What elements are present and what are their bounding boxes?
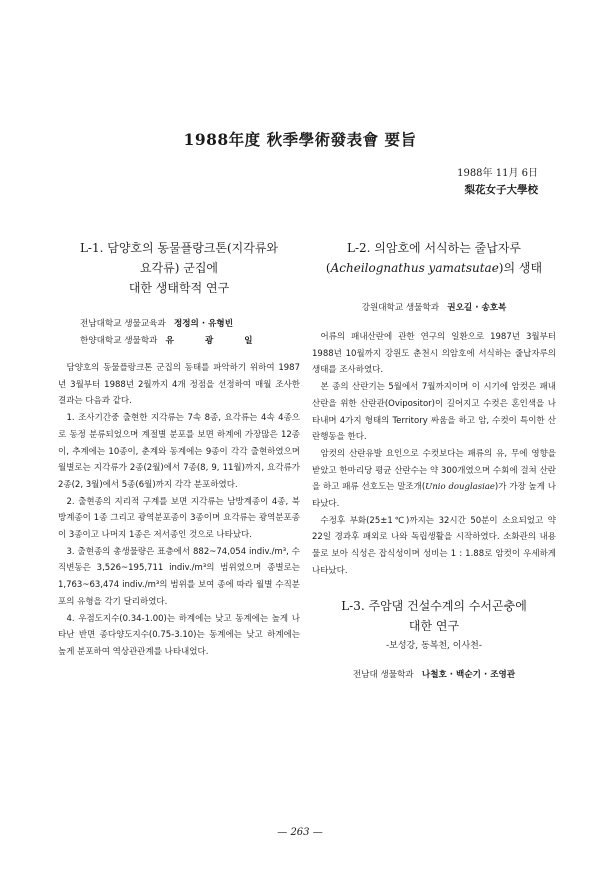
author-names: 나철호 · 백순기 · 조영관 <box>421 669 516 680</box>
paper-l2-title-suffix: 의 생태 <box>503 261 543 275</box>
paper-l3-title-line2: 대한 연구 <box>408 618 460 633</box>
paper-l3-subtitle: -보성강, 동복천, 이사천- <box>386 640 482 651</box>
paragraph-text: )가 가장 높게 나타났다. <box>312 482 556 510</box>
paper-l1-title-line3: 대한 생태학적 연구 <box>128 281 230 295</box>
paper-l3-title <box>312 596 556 636</box>
paper-l2-title <box>312 238 556 278</box>
paper-l2-affiliation <box>312 300 556 317</box>
paper-l1-title-line1: L-1. 담양호의 동물플랑크톤(지각류와 <box>79 241 279 255</box>
paper-l2-paragraph: 수정후 부화(25±1℃)까지는 32시간 50분이 소요되었고 약 22일 경과후 패외로 나와 독립생활을 시작하였다. 소화관의 내용물로 보아 식성은 잡식성이며 성비는 1 : 1.88로 암컷이 우세하게 나타났다. <box>312 515 556 576</box>
column-right <box>312 238 556 684</box>
paper-l1-paragraph: 3. 출현종의 총생물량은 표층에서 882~74,054 indiv./m³, 수직변동은 3,526~195,711 indiv./m³의 범위였으며 종별로는 1,763~63,474 indiv./m³의 범위를 보여 종에 따라 월별 수직분포의 유형을 각기 달리하였다. <box>58 546 300 607</box>
author-names: 권오길 · 송호복 <box>447 303 507 313</box>
paragraph-text: 암컷의 산란유발 요인으로 수컷보다는 패류의 유, 무에 영향을 받았고 한마리당 평균 산란수는 약 300개였으며 수회에 걸쳐 산란을 하고 패류 선호도는 말조개( <box>312 448 556 493</box>
paper-l3-title-line1: L-3. 주암댐 건설수계의 수서곤충에 <box>341 598 527 613</box>
paper-l2-title-line2: (Acheilognathus yamatsutae)의 생태 <box>325 261 543 275</box>
affiliation-dept: 전남대학교 생물교육과 <box>80 319 166 329</box>
species-name: Acheilognathus yamatsutae <box>330 261 499 275</box>
species-name: Unio douglasiae <box>425 482 495 493</box>
meeting-host: 梨花女子大學校 <box>464 184 538 196</box>
paper-l1 <box>58 238 300 661</box>
column-left <box>58 238 300 661</box>
paper-l3-affiliation <box>312 667 556 684</box>
paper-l1-affiliation-1 <box>58 316 300 333</box>
author-names: 정정의 · 유형빈 <box>173 319 234 329</box>
paper-l3 <box>312 596 556 684</box>
affiliation-dept: 강원대학교 생물학과 <box>361 303 440 313</box>
paper-l1-title-line2: 요각류) 군집에 <box>139 261 219 275</box>
paper-l1-paragraph: 담양호의 동물플랑크톤 군집의 동태를 파악하기 위하여 1987년 3월부터 1988년 2월까지 4개 정점을 선정하여 매월 조사한 결과는 다음과 같다. <box>58 363 300 407</box>
paper-l2-title-line1: L-2. 의암호에 서식하는 줄납자루 <box>346 241 522 255</box>
paper-l1-affiliation-2 <box>58 333 300 350</box>
paper-l1-paragraph: 1. 조사기간중 출현한 지각류는 7속 8종, 요각류는 4속 4종으로 동정 분류되었으며 계절별 분포를 보면 하계에 가장많은 12종이, 추계에는 10종이, 춘계와 동계에는 9종이 각각 출현하였으며 월별로는 지각류가 2종(2월)에서 7종(8, 9, 11월)까지, 요각류가 2종(2, 3월)에서 5종(6월)까지 각각 분포하였다. <box>58 413 300 490</box>
paper-l1-title <box>58 238 300 298</box>
paper-l2-paragraph: 본 종의 산란기는 5월에서 7월까지이며 이 시기에 암컷은 패내산란을 위한 산란관(Ovipositor)이 길어지고 수컷은 혼인색을 나타내며 4가지 형태의 Territory 싸움을 하고 암, 수컷이 특이한 산란행동을 한다. <box>312 382 556 443</box>
paper-l2 <box>312 238 556 580</box>
paper-l1-paragraph: 2. 출현종의 지리적 구계를 보면 지각류는 남방계종이 4종, 북방계종이 1종 그리고 광역분포종이 3종이며 요각류는 광역분포종이 3종이고 나머지 1종은 저서종인 것으로 나타났다. <box>58 496 300 541</box>
affiliation-dept: 전남대 생물학과 <box>352 669 414 680</box>
affiliation-dept: 한양대학교 생물학과 <box>80 336 158 346</box>
page-number: — 263 — <box>277 827 323 838</box>
page-title: 1988年度 秋季學術發表會 要旨 <box>183 130 417 149</box>
author-names: 유 광 일 <box>165 336 267 346</box>
paper-l2-paragraph: 어류의 패내산란에 관한 연구의 일환으로 1987년 3월부터 1988년 10월까지 강원도 춘천시 의암호에 서식하는 줄납자루의 생태를 조사하였다. <box>312 332 556 376</box>
meeting-date: 1988年 11月 6日 <box>457 168 538 179</box>
paper-l2-paragraph <box>312 446 556 513</box>
paper-l1-paragraph: 4. 우점도지수(0.34-1.00)는 하계에는 낮고 동계에는 높게 나타난 반면 종다양도지수(0.75-3.10)는 동계에는 낮고 하계에는 높게 분포하여 역상관관계를 나타내었다. <box>58 613 300 657</box>
